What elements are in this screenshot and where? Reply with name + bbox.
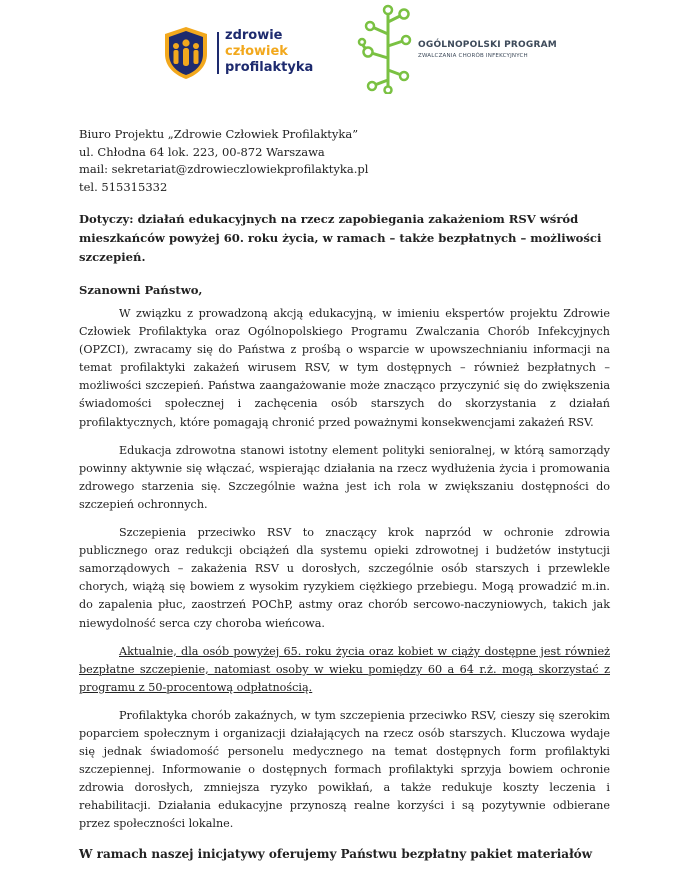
paragraph-2: Edukacja zdrowotna stanowi istotny element polityki senioralnej, w którą samorządy powinny aktywnie się włączać, wspierając działania na rzecz wydłużenia życia i promowania zdrowego starzenia się. Szczególnie ważna jest ich rola w zwiększaniu dostępności do szczepień ochronnych.	[79, 443, 610, 511]
logo-word-profilaktyka: profilaktyka	[225, 60, 314, 75]
logo-divider	[217, 32, 219, 74]
address-email: mail: sekretariat@zdrowieczlowiekprofilaktyka.pl	[79, 162, 369, 176]
paragraph-6-offer: W ramach naszej inicjatywy oferujemy Państwu bezpłatny pakiet materiałów	[79, 846, 593, 861]
zdrowie-czlowiek-profilaktyka-logo	[163, 26, 313, 82]
address-office: Biuro Projektu „Zdrowie Człowiek Profilaktyka”	[79, 127, 359, 141]
greeting: Szanowni Państwo,	[79, 283, 203, 297]
subject-line: Dotyczy: działań edukacyjnych na rzecz zapobiegania zakażeniom RSV wśród mieszkańców powyżej 60. roku życia, w ramach – także bezpłatnych – możliwości szczepień.	[79, 212, 602, 264]
logo-word-czlowiek: człowiek	[225, 44, 288, 59]
opzci-subtitle: ZWALCZANIA CHORÓB INFEKCYJNYCH	[418, 53, 528, 59]
opzci-title: OGÓLNOPOLSKI PROGRAM	[418, 40, 557, 50]
logo-word-zdrowie: zdrowie	[225, 28, 283, 43]
letter-body	[79, 305, 610, 874]
logo-wordmark	[225, 28, 313, 76]
paragraph-1: W związku z prowadzoną akcją edukacyjną, w imieniu ekspertów projektu Zdrowie Człowiek Profilaktyka oraz Ogólnopolskiego Programu Zwalczania Chorób Infekcyjnych (OPZCI), zwracamy się do Państwa z prośbą o wsparcie w upowszechnianiu informacji na temat profilaktyki zakażeń wirusem RSV, w tym dostępnych – również bezpłatnych – możliwości szczepień. Państwa zaangażowanie może znacząco przyczynić się do zwiększenia świadomości społecznej i zachęcenia osób starszych do skorzystania z działań profilaktycznych, które pomagają chronić przed poważnymi konsekwencjami zakażeń RSV.	[79, 307, 610, 429]
molecule-icon	[356, 4, 416, 94]
paragraph-5: Profilaktyka chorób zakaźnych, w tym szczepienia przeciwko RSV, cieszy się szerokim poparciem społecznym i organizacji działających na rzecz osób starszych. Kluczowa wydaje się jednak świadomość personelu medycznego na temat dostępnych form profilaktyki szczepiennej. Informowanie o dostępnych formach profilaktyki sprzyja bowiem ochronie zdrowia dorosłych, zmniejsza ryzyko powikłań, a także redukuje koszty leczenia i rehabilitacji. Działania edukacyjne przynoszą realne korzyści i są pozytywnie odbierane przez społeczności lokalne.	[79, 708, 610, 831]
address-phone: tel. 515315332	[79, 179, 168, 194]
paragraph-4-underlined: Aktualnie, dla osób powyżej 65. roku życia oraz kobiet w ciąży dostępne jest również bezpłatne szczepienie, natomiast osoby w wieku pomiędzy 60 a 64 r.ż. mogą skorzystać z programu z 50-procentową odpłatnością.	[79, 644, 610, 694]
paragraph-3: Szczepienia przeciwko RSV to znaczący krok naprzód w ochronie zdrowia publicznego oraz redukcji obciążeń dla systemu opieki zdrowotnej i budżetów instytucji samorządowych – zakażenia RSV u dorosłych, szczególnie osób starszych i przewlekle chorych, wiążą się bowiem z wysokim ryzykiem ciężkiego przebiegu. Mogą prowadzić m.in. do zapalenia płuc, zaostrzeń POChP, astmy oraz chorób sercowo-naczyniowych, takich jak niewydolność serca czy choroba wieńcowa.	[79, 526, 610, 630]
letterhead	[0, 0, 686, 100]
address-street: ul. Chłodna 64 lok. 223, 00-872 Warszawa	[79, 144, 325, 159]
shield-people-icon	[163, 26, 209, 80]
sender-address	[79, 126, 368, 196]
opzci-logo	[356, 4, 557, 94]
